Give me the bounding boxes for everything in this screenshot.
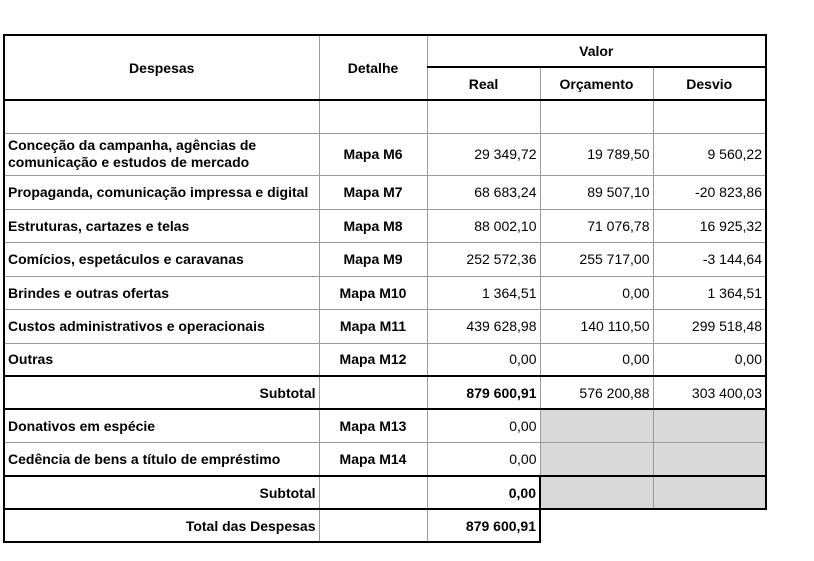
row-label: Donativos em espécie: [4, 409, 319, 442]
subtotal-desvio: 303 400,03: [653, 376, 766, 409]
row-detalhe: Mapa M10: [319, 276, 427, 309]
row-label: Propaganda, comunicação impressa e digital: [4, 175, 319, 209]
row-label: Conceção da campanha, agências de comunicação e estudos de mercado: [4, 133, 319, 175]
row-real: 88 002,10: [427, 209, 540, 242]
subtotal-orcamento: 576 200,88: [540, 376, 653, 409]
table-row: [4, 133, 766, 175]
row-desvio: 16 925,32: [653, 209, 766, 242]
row-desvio: -3 144,64: [653, 242, 766, 276]
table-row: [4, 175, 766, 209]
row-detalhe: Mapa M8: [319, 209, 427, 242]
row-detalhe: Mapa M12: [319, 343, 427, 376]
row-orcamento: 0,00: [540, 276, 653, 309]
row-label: Estruturas, cartazes e telas: [4, 209, 319, 242]
row-orcamento: 71 076,78: [540, 209, 653, 242]
row-real: 0,00: [427, 442, 540, 476]
row-real: 68 683,24: [427, 175, 540, 209]
row-orcamento: 255 717,00: [540, 242, 653, 276]
row-desvio: 9 560,22: [653, 133, 766, 175]
table-row: [4, 209, 766, 242]
row-real: 1 364,51: [427, 276, 540, 309]
table-row: [4, 276, 766, 309]
total-real: 879 600,91: [427, 509, 540, 542]
subtotal-real: 879 600,91: [427, 376, 540, 409]
row-desvio: 0,00: [653, 343, 766, 376]
table-row: [4, 442, 766, 476]
header-despesas: Despesas: [4, 35, 319, 100]
header-valor: Valor: [427, 35, 766, 67]
row-real: 252 572,36: [427, 242, 540, 276]
table-row: [4, 309, 766, 343]
subtotal-row: [4, 476, 766, 509]
grey-cell: [540, 442, 653, 476]
row-desvio: 299 518,48: [653, 309, 766, 343]
table-row: [4, 409, 766, 442]
row-desvio: -20 823,86: [653, 175, 766, 209]
row-orcamento: 0,00: [540, 343, 653, 376]
subtotal-row: [4, 376, 766, 409]
subtotal-real: 0,00: [427, 476, 540, 509]
table-row: [4, 242, 766, 276]
row-real: 439 628,98: [427, 309, 540, 343]
table-row: [4, 343, 766, 376]
grey-cell: [653, 442, 766, 476]
row-real: 29 349,72: [427, 133, 540, 175]
row-detalhe: Mapa M7: [319, 175, 427, 209]
total-label: Total das Despesas: [4, 509, 319, 542]
grey-cell: [540, 476, 653, 509]
row-label: Cedência de bens a título de empréstimo: [4, 442, 319, 476]
grey-cell: [653, 476, 766, 509]
header-desvio: Desvio: [653, 67, 766, 100]
row-orcamento: 89 507,10: [540, 175, 653, 209]
row-orcamento: 19 789,50: [540, 133, 653, 175]
row-orcamento: 140 110,50: [540, 309, 653, 343]
row-desvio: 1 364,51: [653, 276, 766, 309]
row-label: Outras: [4, 343, 319, 376]
row-label: Custos administrativos e operacionais: [4, 309, 319, 343]
row-label: Comícios, espetáculos e caravanas: [4, 242, 319, 276]
grey-cell: [653, 409, 766, 442]
grey-cell: [540, 409, 653, 442]
spacer-row: [4, 100, 766, 133]
row-detalhe: Mapa M11: [319, 309, 427, 343]
header-detalhe: Detalhe: [319, 35, 427, 100]
row-detalhe: Mapa M13: [319, 409, 427, 442]
subtotal-label: Subtotal: [4, 476, 319, 509]
row-detalhe: Mapa M14: [319, 442, 427, 476]
row-real: 0,00: [427, 409, 540, 442]
row-real: 0,00: [427, 343, 540, 376]
despesas-table: [3, 34, 767, 543]
row-label: Brindes e outras ofertas: [4, 276, 319, 309]
header-real: Real: [427, 67, 540, 100]
total-row: [4, 509, 766, 542]
header-orcamento: Orçamento: [540, 67, 653, 100]
subtotal-label: Subtotal: [4, 376, 319, 409]
row-detalhe: Mapa M9: [319, 242, 427, 276]
row-detalhe: Mapa M6: [319, 133, 427, 175]
